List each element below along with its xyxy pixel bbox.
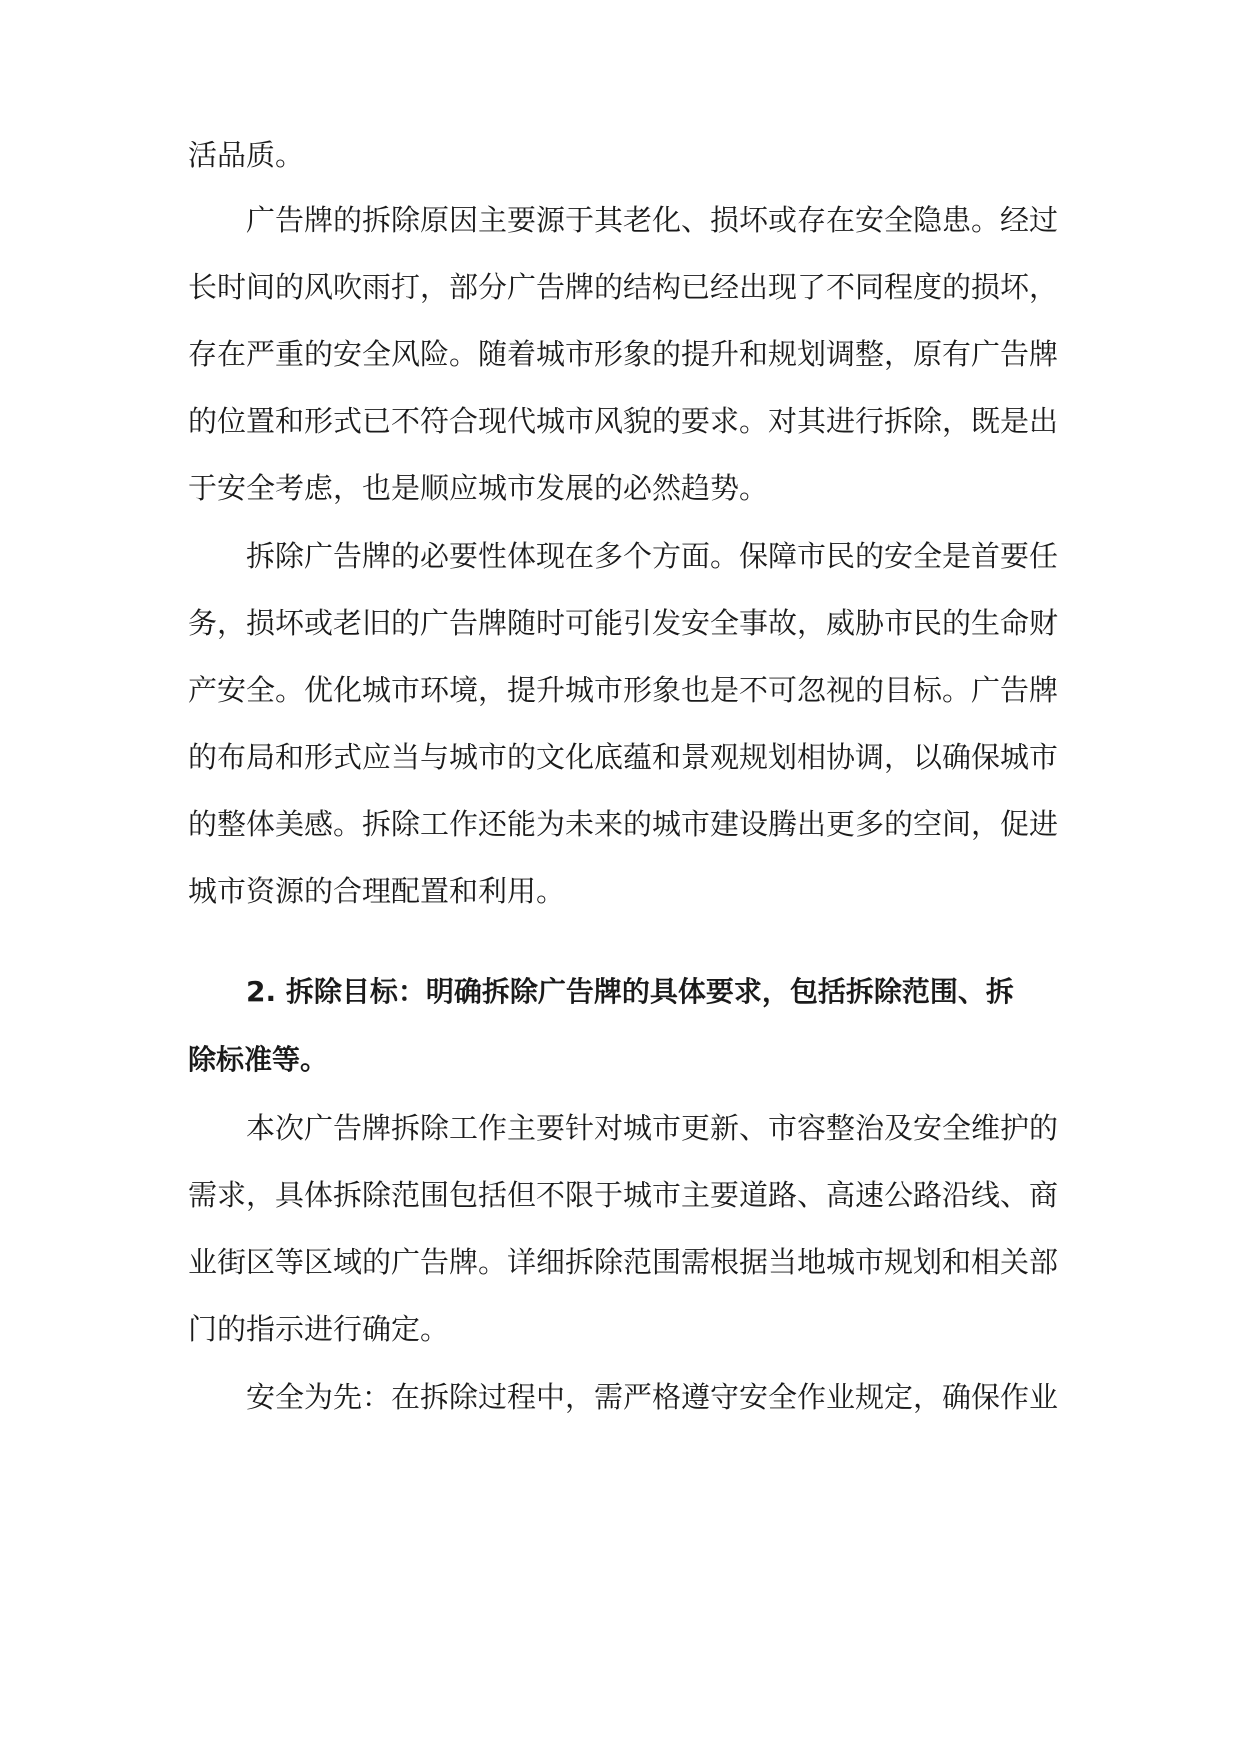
paragraph-line: 的整体美感。拆除工作还能为未来的城市建设腾出更多的空间，促进 [188,807,1059,841]
paragraph-line: 的布局和形式应当与城市的文化底蕴和景观规划相协调，以确保城市 [188,740,1059,774]
paragraph-line: 长时间的风吹雨打，部分广告牌的结构已经出现了不同程度的损坏， [188,270,1059,304]
paragraph-line: 业街区等区域的广告牌。详细拆除范围需根据当地城市规划和相关部 [188,1245,1059,1279]
paragraph-line: 产安全。优化城市环境，提升城市形象也是不可忽视的目标。广告牌 [188,673,1059,707]
section-heading: 除标准等。 [188,1043,329,1076]
paragraph-line: 活品质。 [188,138,305,172]
paragraph-line: 的位置和形式已不符合现代城市风貌的要求。对其进行拆除，既是出 [188,404,1059,438]
paragraph-line: 存在严重的安全风险。随着城市形象的提升和规划调整，原有广告牌 [188,337,1059,371]
paragraph-line: 务，损坏或老旧的广告牌随时可能引发安全事故，威胁市民的生命财 [188,606,1059,640]
paragraph-line: 拆除广告牌的必要性体现在多个方面。保障市民的安全是首要任 [246,539,1059,573]
paragraph-line: 城市资源的合理配置和利用。 [188,874,566,908]
section-heading: 2. 拆除目标：明确拆除广告牌的具体要求，包括拆除范围、拆 [246,975,1014,1008]
paragraph-line: 本次广告牌拆除工作主要针对城市更新、市容整治及安全维护的 [246,1111,1059,1145]
paragraph-line: 安全为先：在拆除过程中，需严格遵守安全作业规定，确保作业 [246,1380,1059,1414]
paragraph-line: 广告牌的拆除原因主要源于其老化、损坏或存在安全隐患。经过 [246,203,1059,237]
paragraph-line: 于安全考虑，也是顺应城市发展的必然趋势。 [188,471,769,505]
paragraph-line: 门的指示进行确定。 [188,1312,450,1346]
paragraph-line: 需求，具体拆除范围包括但不限于城市主要道路、高速公路沿线、商 [188,1178,1059,1212]
